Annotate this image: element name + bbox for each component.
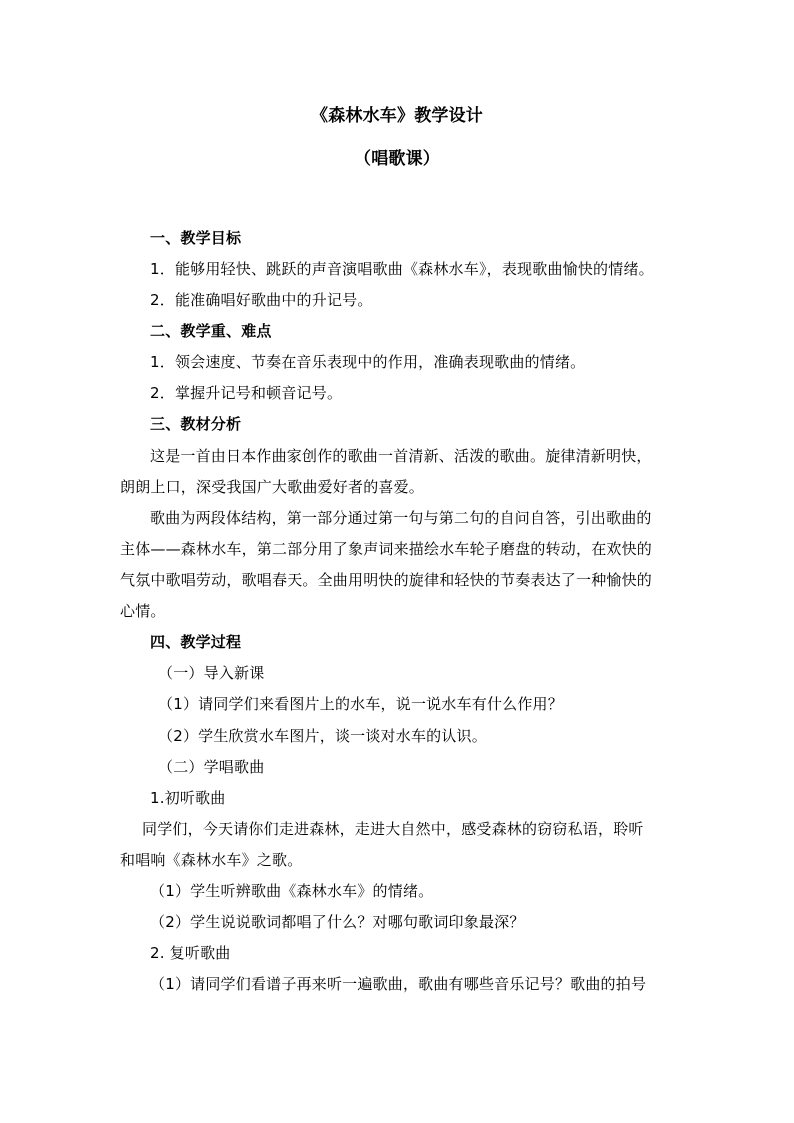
paragraph-line: 朗朗上口，深受我国广大歌曲爱好者的喜爱。 (120, 478, 425, 496)
paragraph-line: 气氛中歌唱劳动，歌唱春天。全曲用明快的旋律和轻快的节奏表达了一种愉快的 (120, 571, 653, 589)
list-item: 2．掌握升记号和顿音记号。 (150, 384, 343, 402)
section-heading: 三、教材分析 (150, 415, 242, 433)
subsection-heading: （一）导入新课 (158, 664, 265, 682)
paragraph-line: 主体——森林水车，第二部分用了象声词来描绘水车轮子磨盘的转动，在欢快的 (120, 540, 653, 558)
paragraph-line: 歌曲为两段体结构，第一部分通过第一句与第二句的自问自答，引出歌曲的 (150, 509, 652, 527)
list-item: （1）请同学们来看图片上的水车，说一说水车有什么作用？ (158, 695, 563, 713)
section-heading: 四、教学过程 (150, 633, 242, 651)
paragraph-line: 和唱响《森林水车》之歌。 (120, 851, 303, 869)
paragraph-line: 同学们，今天请你们走进森林，走进大自然中，感受森林的窃窃私语，聆听 (142, 820, 644, 838)
paragraph-line: 心情。 (120, 602, 166, 620)
document-title: 《森林水车》教学设计 (311, 106, 483, 126)
document-subtitle: （唱歌课） (354, 149, 440, 169)
list-item: 1.初听歌曲 (150, 789, 226, 807)
section-heading: 一、教学目标 (150, 229, 242, 247)
list-item: 2. 复听歌曲 (150, 944, 231, 962)
list-item: 1．领会速度、节奏在音乐表现中的作用，准确表现歌曲的情绪。 (150, 353, 586, 371)
section-heading: 二、教学重、难点 (150, 322, 272, 340)
list-item: （2）学生欣赏水车图片，谈一谈对水车的认识。 (158, 727, 487, 745)
list-item: （1）请同学们看谱子再来听一遍歌曲，歌曲有哪些音乐记号？歌曲的拍号 (150, 975, 647, 993)
list-item: 2．能准确唱好歌曲中的升记号。 (150, 291, 373, 309)
list-item: 1．能够用轻快、跳跃的声音演唱歌曲《森林水车》，表现歌曲愉快的情绪。 (150, 260, 654, 278)
list-item: （1）学生听辨歌曲《森林水车》的情绪。 (150, 882, 434, 900)
list-item: （2）学生说说歌词都唱了什么？对哪句歌词印象最深？ (150, 913, 525, 931)
paragraph-line: 这是一首由日本作曲家创作的歌曲一首清新、活泼的歌曲。旋律清新明快， (150, 447, 652, 465)
subsection-heading: （二）学唱歌曲 (158, 758, 265, 776)
